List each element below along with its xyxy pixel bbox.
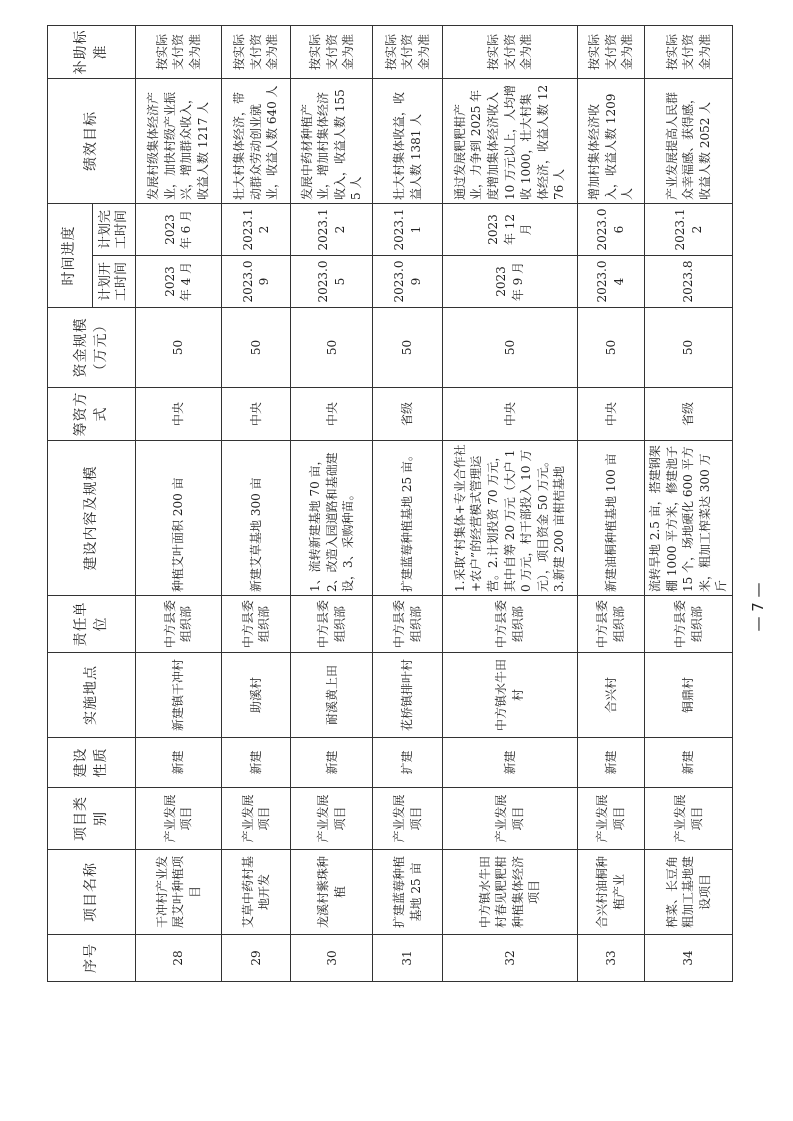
cell-funding: 中央	[291, 388, 373, 441]
cell-content: 1、流转新建基地 70 亩，2、改造入园道路和基础建设，3、采购种苗。	[291, 441, 373, 596]
cell-location: 耐溪黄上田	[291, 653, 373, 738]
cell-start: 2023 年 9 月	[442, 256, 577, 308]
cell-responsible: 中方县委组织部	[136, 596, 222, 653]
cell-location: 合兴村	[577, 653, 644, 738]
cell-finish: 2023.12	[645, 204, 733, 256]
cell-scale: 50	[291, 308, 373, 388]
header-category: 项目类别	[48, 788, 136, 850]
cell-finish: 2023 年 6 月	[136, 204, 222, 256]
rotated-table-area	[47, 26, 733, 982]
cell-location: 铜鼎村	[645, 653, 733, 738]
cell-name: 扩建蓝莓种植基地 25 亩	[373, 850, 443, 935]
cell-funding: 中央	[442, 388, 577, 441]
header-location: 实施地点	[48, 653, 136, 738]
cell-goal: 壮大村集体收益，收益人数 1381 人	[373, 79, 443, 204]
cell-no: 30	[291, 935, 373, 982]
table-row	[442, 26, 577, 982]
cell-funding: 省级	[373, 388, 443, 441]
cell-content: 流转旱地 2.5 亩，搭建钢架棚 1000 平方米，修建池子 15 个，场地硬化 600 平方米，粗加工榨菜达 300 万斤	[645, 441, 733, 596]
cell-start: 2023.09	[373, 256, 443, 308]
cell-nature: 新建	[442, 738, 577, 788]
page-number-text: — 7 —	[749, 582, 767, 632]
cell-category: 产业发展项目	[136, 788, 222, 850]
table-body	[136, 26, 733, 982]
table-row	[645, 26, 733, 982]
cell-scale: 50	[221, 308, 291, 388]
cell-start: 2023.04	[577, 256, 644, 308]
cell-name: 龙溪村紫珠种植	[291, 850, 373, 935]
cell-name: 干冲村产业发展艾叶种植项目	[136, 850, 222, 935]
cell-nature: 新建	[136, 738, 222, 788]
header-goal: 绩效目标	[48, 79, 136, 204]
cell-subsidy: 按实际支付资金为准	[136, 26, 222, 79]
cell-subsidy: 按实际支付资金为准	[645, 26, 733, 79]
cell-name: 榨菜、长豆角粗加工基地建设项目	[645, 850, 733, 935]
cell-category: 产业发展项目	[291, 788, 373, 850]
cell-category: 产业发展项目	[645, 788, 733, 850]
header-scale: 资金规模（万元）	[48, 308, 136, 388]
cell-subsidy: 按实际支付资金为准	[442, 26, 577, 79]
cell-no: 32	[442, 935, 577, 982]
cell-goal: 壮大村集体经济，带动群众劳动创业就业，收益人数 640 人	[221, 79, 291, 204]
cell-scale: 50	[645, 308, 733, 388]
cell-no: 33	[577, 935, 644, 982]
cell-start: 2023 年 4 月	[136, 256, 222, 308]
cell-responsible: 中方县委组织部	[291, 596, 373, 653]
cell-responsible: 中方县委组织部	[373, 596, 443, 653]
header-nature: 建设性质	[48, 738, 136, 788]
cell-content: 新建艾草基地 300 亩	[221, 441, 291, 596]
header-progress: 时间进度	[48, 204, 93, 308]
cell-category: 产业发展项目	[373, 788, 443, 850]
cell-location: 新建镇干冲村	[136, 653, 222, 738]
table-row	[291, 26, 373, 982]
cell-location: 中方镇水牛田村	[442, 653, 577, 738]
cell-content: 扩建蓝莓种植基地 25 亩。	[373, 441, 443, 596]
cell-funding: 中央	[577, 388, 644, 441]
project-table	[47, 25, 733, 982]
cell-responsible: 中方县委组织部	[221, 596, 291, 653]
cell-category: 产业发展项目	[577, 788, 644, 850]
table-row	[136, 26, 222, 982]
cell-funding: 中央	[221, 388, 291, 441]
cell-nature: 新建	[645, 738, 733, 788]
cell-responsible: 中方县委组织部	[577, 596, 644, 653]
cell-content: 种植艾叶面积 200 亩	[136, 441, 222, 596]
cell-subsidy: 按实际支付资金为准	[291, 26, 373, 79]
cell-content: 新建油桐种植基地 100 亩	[577, 441, 644, 596]
header-start: 计划开工时间	[93, 256, 136, 308]
cell-responsible: 中方县委组织部	[442, 596, 577, 653]
cell-finish: 2023.11	[373, 204, 443, 256]
cell-funding: 中央	[136, 388, 222, 441]
cell-finish: 2023.12	[291, 204, 373, 256]
cell-nature: 扩建	[373, 738, 443, 788]
header-content: 建设内容及规模	[48, 441, 136, 596]
cell-subsidy: 按实际支付资金为准	[221, 26, 291, 79]
cell-goal: 发展中药材种植产业，增加村集体经济收入，收益人数 1555 人	[291, 79, 373, 204]
cell-nature: 新建	[577, 738, 644, 788]
cell-name: 艾草中药村基地开发	[221, 850, 291, 935]
table-row	[221, 26, 291, 982]
cell-scale: 50	[373, 308, 443, 388]
cell-no: 34	[645, 935, 733, 982]
cell-responsible: 中方县委组织部	[645, 596, 733, 653]
cell-name: 合兴村油桐种植产业	[577, 850, 644, 935]
cell-start: 2023.09	[221, 256, 291, 308]
cell-finish: 2023.12	[221, 204, 291, 256]
cell-category: 产业发展项目	[221, 788, 291, 850]
cell-no: 31	[373, 935, 443, 982]
cell-finish: 2023.06	[577, 204, 644, 256]
cell-category: 产业发展项目	[442, 788, 577, 850]
cell-location: 花桥镇排叶村	[373, 653, 443, 738]
table-row	[373, 26, 443, 982]
header-subsidy: 补助标准	[48, 26, 136, 79]
cell-finish: 2023 年 12 月	[442, 204, 577, 256]
cell-no: 28	[136, 935, 222, 982]
cell-goal: 增加村集体经济收入，收益人数 1209 人	[577, 79, 644, 204]
header-responsible: 责任单位	[48, 596, 136, 653]
page-number	[746, 578, 770, 636]
cell-content: 1.采取“村集体+专业合作社+农户”的经营模式管理运营。2.计划投资 70 万元，其中自筹 20 万元（大户 10 万元，村干部投入 10 万元），项目资金 50 万元。3.新建 200 亩柑桔基地	[442, 441, 577, 596]
cell-no: 29	[221, 935, 291, 982]
cell-subsidy: 按实际支付资金为准	[373, 26, 443, 79]
cell-funding: 省级	[645, 388, 733, 441]
cell-start: 2023.05	[291, 256, 373, 308]
header-row-1	[48, 26, 93, 982]
table-row	[577, 26, 644, 982]
header-finish: 计划完工时间	[93, 204, 136, 256]
cell-goal: 产业发展提高人民群众幸福感、获得感，收益人数 2052 人	[645, 79, 733, 204]
cell-location: 助溪村	[221, 653, 291, 738]
cell-start: 2023.8	[645, 256, 733, 308]
cell-goal: 通过发展粑粑柑产业，力争到 2025 年度增加集体经济收入 10 万元以上，人均增收 1000，壮大村集体经济，收益人数 1276 人	[442, 79, 577, 204]
cell-goal: 发展村级集体经济产业，加快村级产业振兴，增加群众收入，收益人数 1217 人	[136, 79, 222, 204]
cell-nature: 新建	[291, 738, 373, 788]
cell-scale: 50	[136, 308, 222, 388]
cell-name: 中方镇水牛田村春见粑粑柑种植集体经济项目	[442, 850, 577, 935]
cell-scale: 50	[442, 308, 577, 388]
header-name: 项目名称	[48, 850, 136, 935]
cell-subsidy: 按实际支付资金为准	[577, 26, 644, 79]
header-funding: 筹资方式	[48, 388, 136, 441]
cell-nature: 新建	[221, 738, 291, 788]
header-no: 序号	[48, 935, 136, 982]
cell-scale: 50	[577, 308, 644, 388]
